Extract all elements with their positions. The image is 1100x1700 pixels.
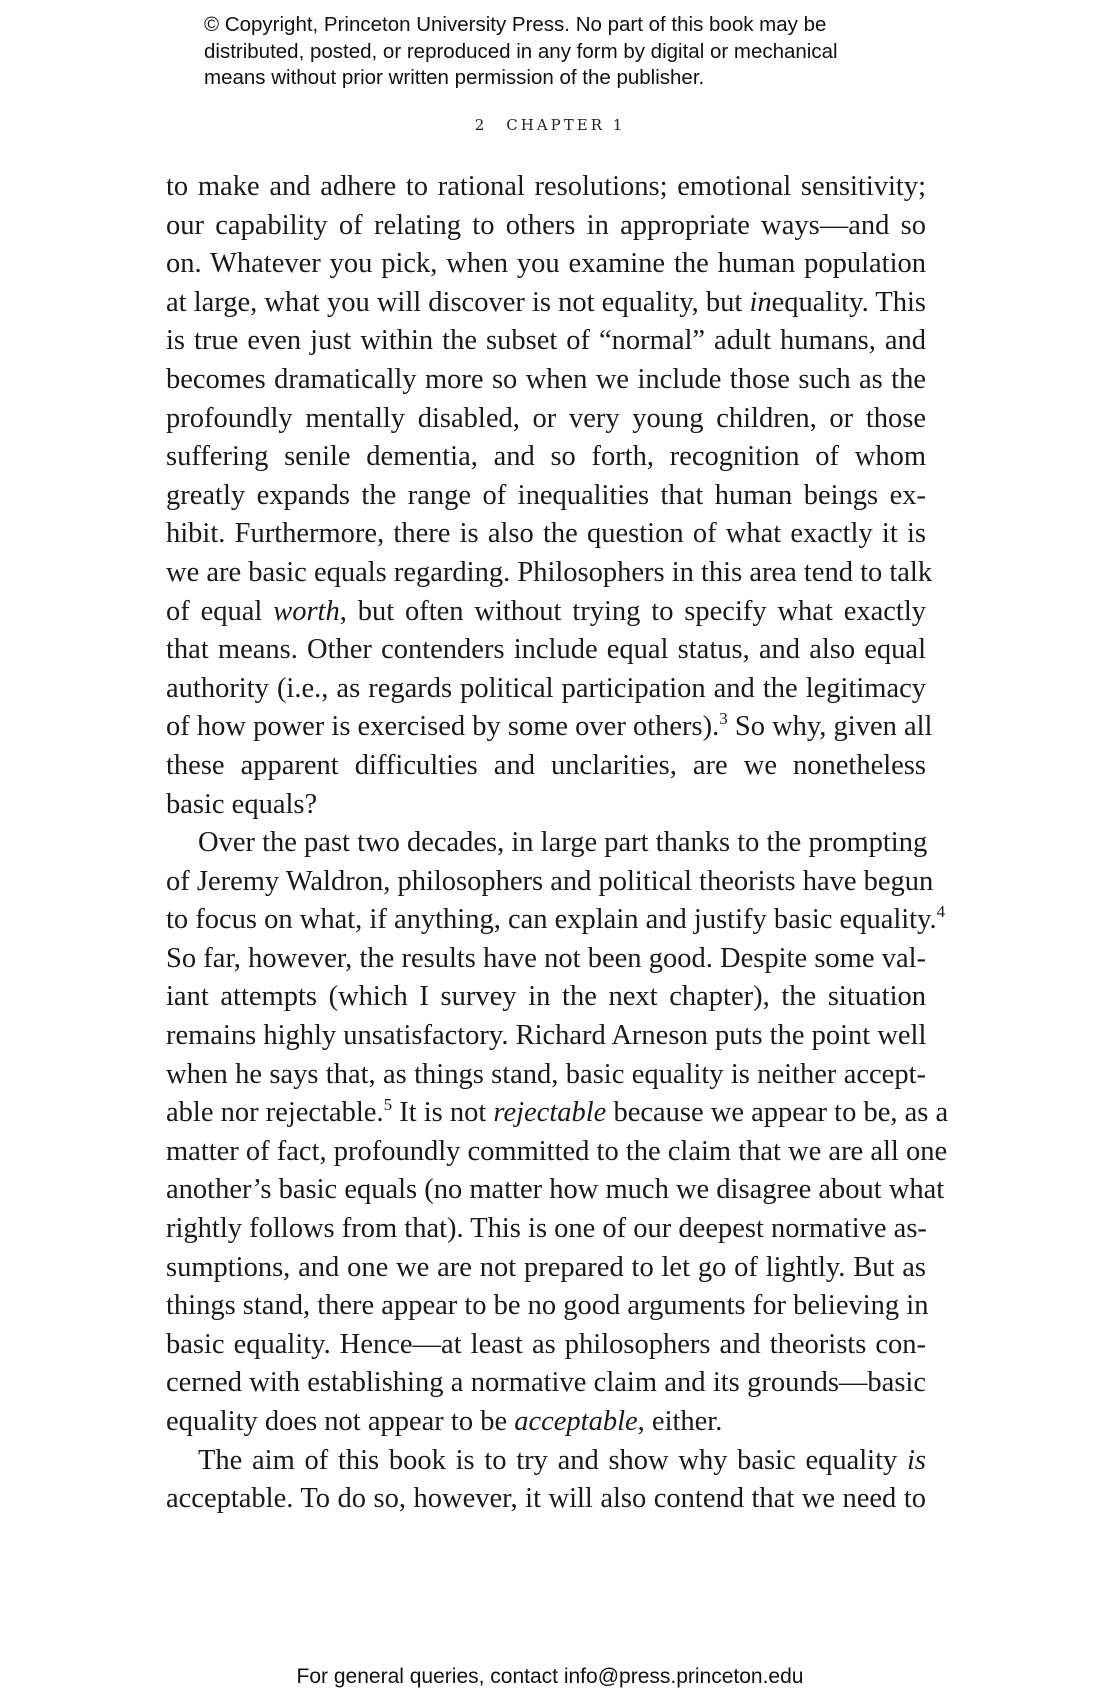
emphasis: in bbox=[749, 286, 772, 318]
text-line: things stand, there appear to be no good arguments for believing in bbox=[166, 1290, 929, 1322]
text-line: The aim of this book is to try and show why basic equality is bbox=[198, 1444, 926, 1476]
text-line: is true even just within the subset of “normal” adult humans, and bbox=[166, 325, 926, 357]
text-line: basic equals? bbox=[166, 788, 318, 820]
page-number: 2 bbox=[474, 116, 485, 134]
copyright-line: distributed, posted, or reproduced in any form by digital or mechanical bbox=[204, 39, 838, 63]
text-line: these apparent difficulties and unclarities, are we nonetheless bbox=[166, 749, 926, 781]
text-line: that means. Other contenders include equal status, and also equal bbox=[166, 634, 926, 666]
text-line: Over the past two decades, in large part thanks to the prompting bbox=[198, 827, 928, 859]
emphasis: acceptable bbox=[514, 1406, 638, 1437]
text-line: to make and adhere to rational resolutions; emotional sensitivity; bbox=[166, 171, 926, 202]
text-line: basic equality. Hence—at least as philosophers and theorists con- bbox=[166, 1328, 926, 1360]
emphasis: worth bbox=[273, 595, 340, 627]
copyright-notice bbox=[204, 12, 964, 92]
text-line: sumptions, and one we are not prepared to let go of lightly. But as bbox=[166, 1251, 926, 1283]
footnote-marker-4[interactable]: 4 bbox=[936, 902, 946, 922]
text-line: to focus on what, if anything, can explain and justify basic equality.$^4$ bbox=[166, 902, 946, 936]
footnote-marker-3[interactable]: 3 bbox=[719, 709, 728, 729]
text-line: we are basic equals regarding. Philosophers in this area tend to talk bbox=[166, 556, 933, 588]
text-line: So far, however, the results have not been good. Despite some val- bbox=[166, 942, 926, 974]
text-line: another’s basic equals (no matter how much we disagree about what bbox=[166, 1174, 945, 1206]
text-line: becomes dramatically more so when we include those such as the bbox=[166, 363, 926, 395]
text-line: our capability of relating to others in appropriate ways—and so bbox=[166, 209, 926, 241]
text-line: cerned with establishing a normative claim and its grounds—basic bbox=[166, 1367, 926, 1399]
text-line: able nor rejectable.$^5$ It is not rejectable because we appear to be, as a bbox=[166, 1095, 949, 1129]
running-head bbox=[0, 116, 1100, 134]
text-line: on. Whatever you pick, when you examine the human population bbox=[166, 248, 926, 280]
footer-contact: For general queries, contact info@press.princeton.edu bbox=[296, 1665, 804, 1688]
text-line: greatly expands the range of inequalities that human beings ex- bbox=[166, 479, 926, 511]
text-line: rightly follows from that). This is one of our deepest normative as- bbox=[166, 1213, 927, 1245]
text-line: authority (i.e., as regards political participation and the legitimacy bbox=[166, 672, 926, 704]
body-text bbox=[166, 168, 949, 1519]
text-line: profoundly mentally disabled, or very young children, or those bbox=[166, 402, 926, 434]
text-line: of equal worth, but often without trying to specify what exactly bbox=[166, 595, 926, 627]
text-line: equality does not appear to be acceptable, either. bbox=[166, 1406, 723, 1437]
text-line: hibit. Furthermore, there is also the question of what exactly it is bbox=[166, 518, 926, 550]
text-line: acceptable. To do so, however, it will also contend that we need to bbox=[166, 1483, 926, 1515]
text-line: iant attempts (which I survey in the next chapter), the situation bbox=[166, 981, 926, 1013]
text-line: when he says that, as things stand, basic equality is neither accept- bbox=[166, 1058, 926, 1090]
emphasis: rejectable bbox=[493, 1097, 607, 1129]
text-line: of how power is exercised by some over others).$^3$ So why, given all bbox=[166, 709, 933, 743]
copyright-line: means without prior written permission of the publisher. bbox=[204, 66, 705, 89]
text-line: at large, what you will discover is not equality, but inequality. This bbox=[166, 286, 926, 318]
footnote-marker-5[interactable]: 5 bbox=[383, 1095, 393, 1115]
copyright-line: © Copyright, Princeton University Press. No part of this book may be bbox=[204, 13, 827, 36]
text-line: remains highly unsatisfactory. Richard Arneson puts the point well bbox=[166, 1020, 927, 1052]
text-line: suffering senile dementia, and so forth, recognition of whom bbox=[166, 441, 926, 473]
text-line: of Jeremy Waldron, philosophers and political theorists have begun bbox=[166, 865, 934, 897]
text-line: matter of fact, profoundly committed to the claim that we are all one bbox=[166, 1135, 948, 1167]
chapter-label: CHAPTER 1 bbox=[506, 116, 626, 134]
emphasis: is bbox=[906, 1444, 926, 1476]
